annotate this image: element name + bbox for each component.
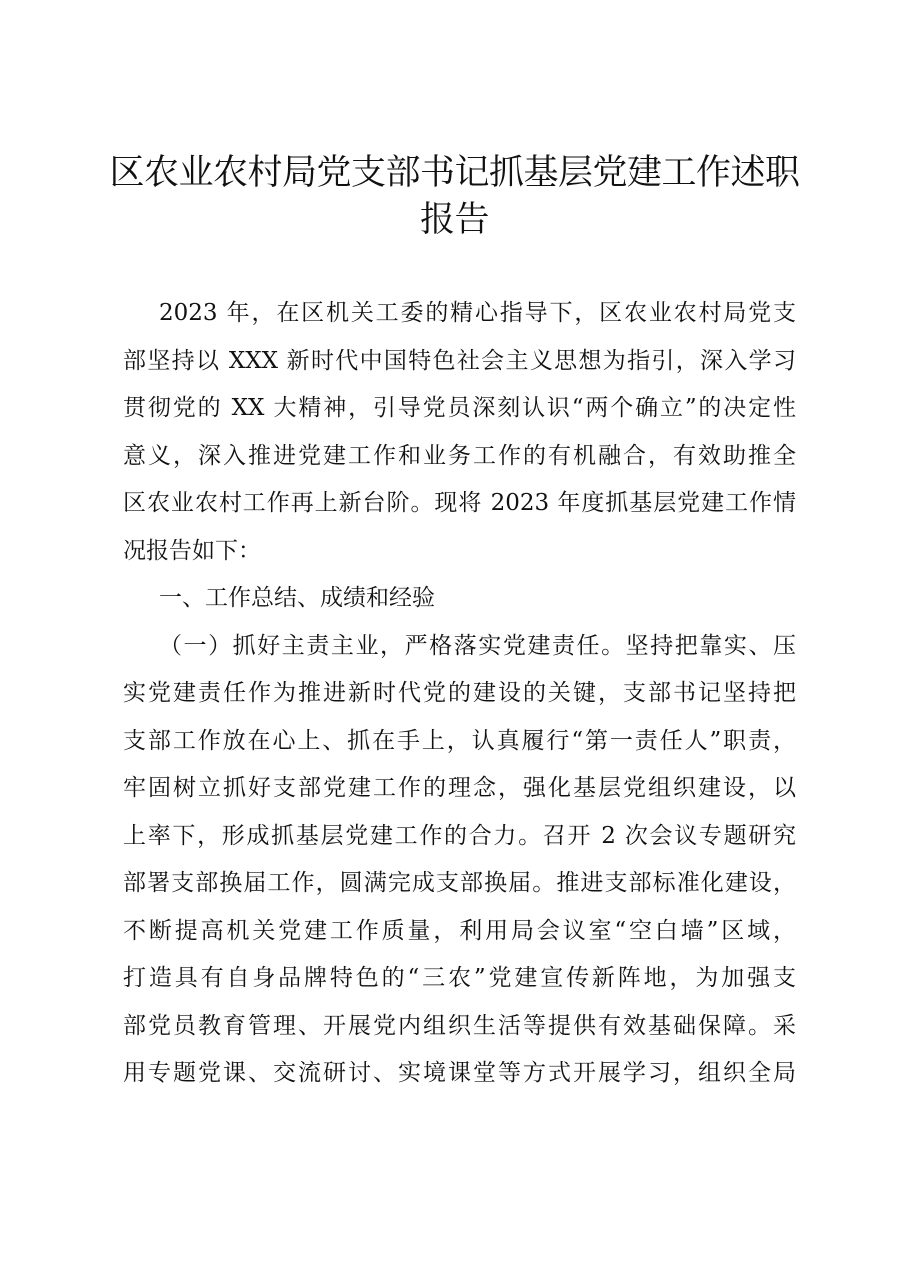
paragraph-3-line-4: 牢固树立抓好支部党建工作的理念，强化基层党组织建设，以 [123, 775, 796, 801]
paragraph-3-line-9: 部党员教育管理、开展党内组织生活等提供有效基础保障。采 [123, 1012, 796, 1039]
paragraph-3-line-3: 支部工作放在心上、抓在手上，认真履行“第一责任人”职责， [123, 727, 796, 754]
paragraph-1-line-5: 区农业农村工作再上新台阶。现将 2023 年度抓基层党建工作情 [123, 490, 796, 516]
title-line-1: 区农业农村局党支部书记抓基层党建工作述职 [109, 153, 800, 193]
paragraph-3-line-7: 不断提高机关党建工作质量，利用局会议室“空白墙”区域， [123, 917, 796, 944]
paragraph-3-line-1: （一）抓好主责主业，严格落实党建责任。坚持把靠实、压 [159, 632, 796, 659]
paragraph-3-line-6: 部署支部换届工作，圆满完成支部换届。推进支部标准化建设， [123, 870, 796, 896]
paragraph-3-line-2: 实党建责任作为推进新时代党的建设的关键，支部书记坚持把 [123, 680, 796, 706]
paragraph-3-line-8: 打造具有自身品牌特色的“三农”党建宣传新阵地，为加强支 [123, 965, 796, 991]
paragraph-1-line-4: 意义，深入推进党建工作和业务工作的有机融合，有效助推全 [123, 442, 796, 469]
document-title [100, 150, 809, 244]
document-body [123, 290, 796, 1098]
title-line-2: 报告 [419, 200, 489, 240]
paragraph-1-line-2: 部坚持以 XXX 新时代中国特色社会主义思想为指引，深入学习 [123, 347, 796, 374]
paragraph-3-line-10: 用专题党课、交流研讨、实境课堂等方式开展学习，组织全局 [123, 1060, 796, 1086]
paragraph-3-line-5: 上率下，形成抓基层党建工作的合力。召开 2 次会议专题研究 [123, 822, 796, 849]
section-heading-1: 一、工作总结、成绩和经验 [159, 585, 435, 611]
paragraph-1-line-3: 贯彻党的 XX 大精神，引导党员深刻认识“两个确立”的决定性 [123, 395, 796, 421]
paragraph-1-line-1: 2023 年，在区机关工委的精心指导下，区农业农村局党支 [159, 300, 796, 326]
paragraph-1-line-6: 况报告如下： [123, 537, 261, 564]
